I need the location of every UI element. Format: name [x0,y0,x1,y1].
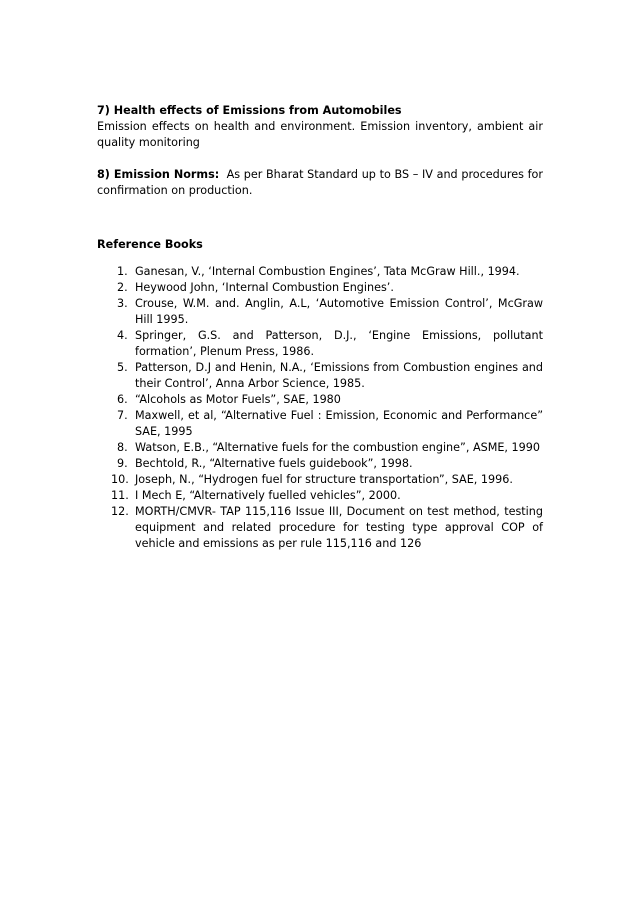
reference-item [97,360,543,392]
section-8-paragraph [97,167,543,199]
document-page [97,103,543,552]
reference-item [97,392,543,408]
section-8 [97,167,543,199]
reference-text: I Mech E, “Alternatively fuelled vehicles”, 2000. [135,489,401,502]
reference-text: Watson, E.B., “Alternative fuels for the combustion engine”, ASME, 1990 [135,441,541,454]
reference-number: 4. [117,329,128,342]
reference-item [97,472,543,488]
reference-text: Crouse, W.M. and. Anglin, A.L, ‘Automotive Emission Control’, McGraw Hill 1995. [135,297,543,326]
references-list [97,264,543,552]
reference-number: 1. [117,265,128,278]
reference-text: Heywood John, ‘Internal Combustion Engines’. [135,281,394,294]
reference-item [97,280,543,296]
reference-text: Joseph, N., “Hydrogen fuel for structure transportation”, SAE, 1996. [135,473,513,486]
reference-item [97,296,543,328]
reference-number: 2. [117,281,128,294]
reference-item [97,408,543,440]
reference-item [97,456,543,472]
reference-text: Bechtold, R., “Alternative fuels guidebook”, 1998. [135,457,413,470]
reference-text: Patterson, D.J and Henin, N.A., ‘Emissions from Combustion engines and their Control’, Anna Arbor Science, 1985. [135,361,543,390]
reference-item [97,328,543,360]
reference-number: 10. [111,473,129,486]
reference-text: Ganesan, V., ‘Internal Combustion Engines’, Tata McGraw Hill., 1994. [135,265,520,278]
reference-number: 5. [117,361,128,374]
reference-text: “Alcohols as Motor Fuels”, SAE, 1980 [135,393,341,406]
reference-number: 12. [111,505,129,518]
reference-item [97,264,543,280]
reference-text: Springer, G.S. and Patterson, D.J., ‘Engine Emissions, pollutant formation’, Plenum Press, 1986. [135,329,543,358]
section-7-body: Emission effects on health and environment. Emission inventory, ambient air quality monitoring [97,120,543,149]
reference-number: 7. [117,409,128,422]
section-7 [97,103,543,151]
section-8-body: As per Bharat Standard up to BS – IV and procedures for confirmation on production. [97,168,543,197]
reference-item [97,504,543,552]
references-section [97,237,543,552]
references-heading: Reference Books [97,238,203,251]
reference-number: 6. [117,393,128,406]
reference-number: 11. [111,489,129,502]
reference-text: Maxwell, et al, “Alternative Fuel : Emission, Economic and Performance” SAE, 1995 [135,409,543,438]
section-8-heading: 8) Emission Norms: [97,168,220,181]
reference-item [97,440,543,456]
reference-number: 8. [117,441,128,454]
reference-number: 9. [117,457,128,470]
reference-text: MORTH/CMVR- TAP 115,116 Issue III, Document on test method, testing equipment and related procedure for testing type approval COP of vehicle and emissions as per rule 115,116 and 126 [135,505,543,550]
section-7-heading: 7) Health effects of Emissions from Automobiles [97,104,402,117]
reference-item [97,488,543,504]
reference-number: 3. [117,297,128,310]
